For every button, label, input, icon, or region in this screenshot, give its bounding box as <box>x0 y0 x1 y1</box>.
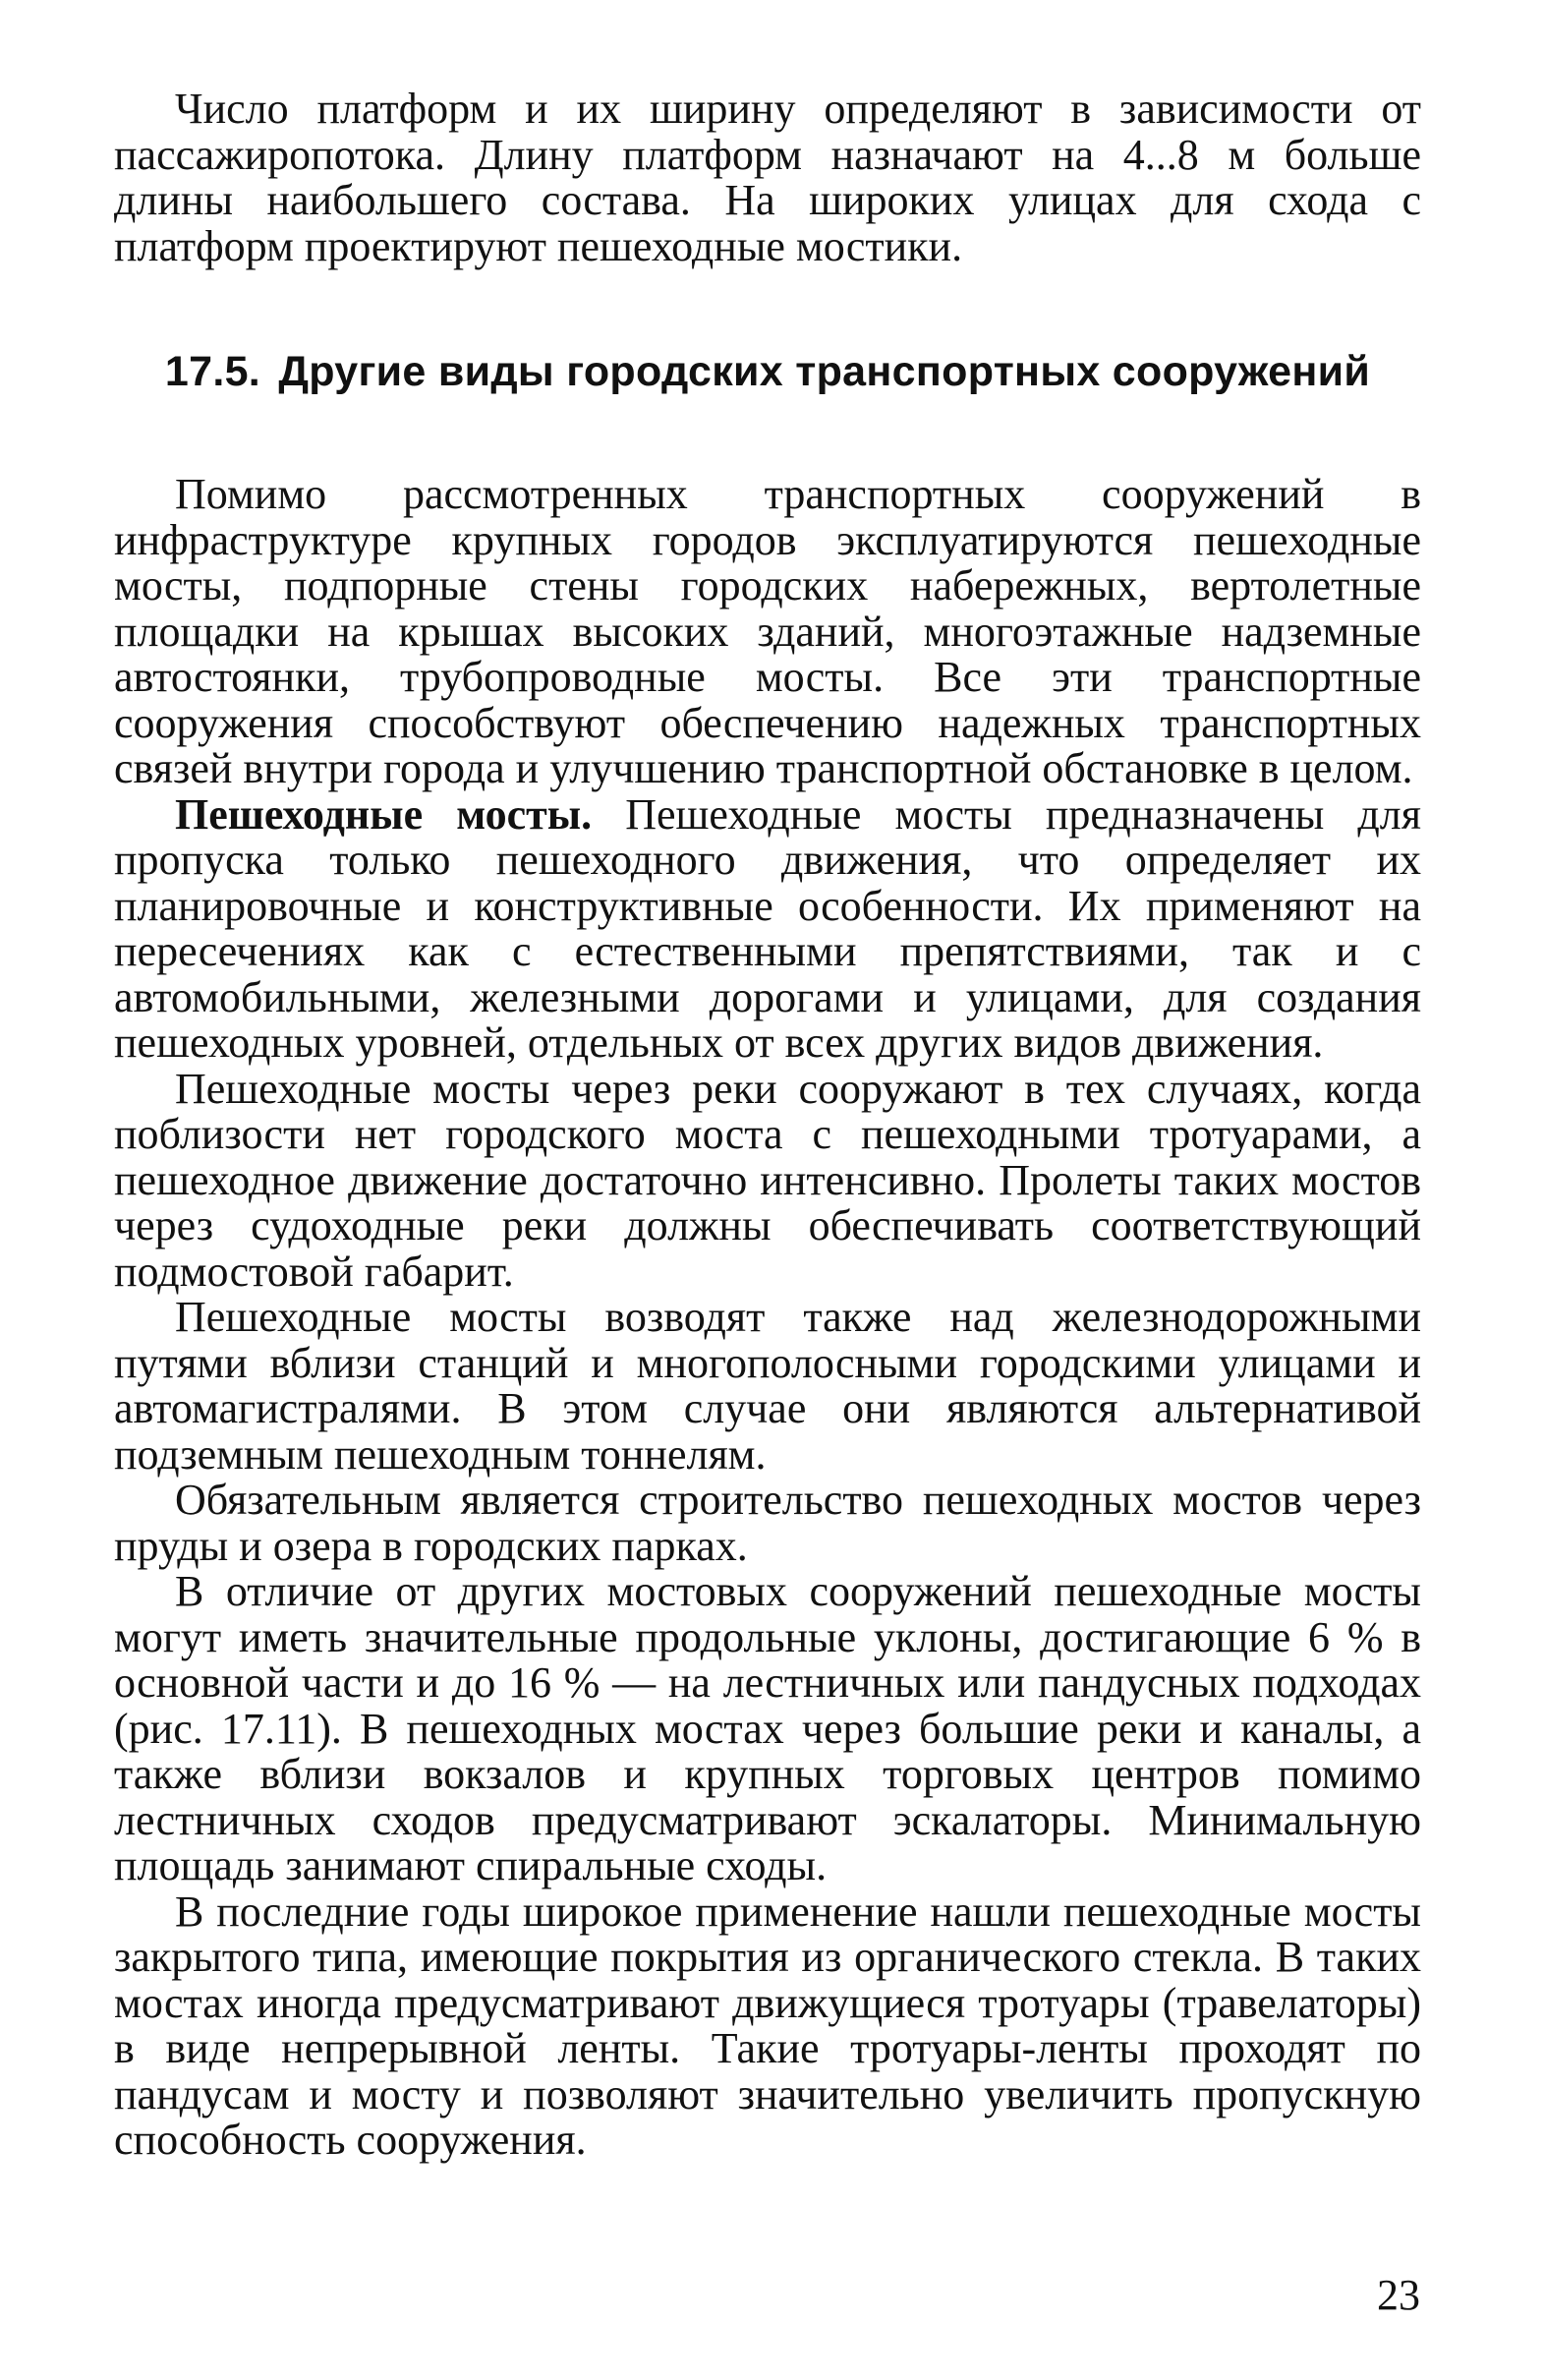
section-heading <box>114 346 1421 397</box>
paragraph-text: В отличие от других мостовых сооружений пешеходные мосты могут иметь значительные продольные уклоны, достигающие 6 % в основной части и до 16 % — на лестничных или пандусных подходах (рис. 17.11). В пешеходных мостах через большие реки и каналы, а также вблизи вокзалов и крупных торговых центров помимо лестничных сходов предусматривают эскалаторы. Минимальную площадь занимают спиральные сходы. <box>114 1567 1421 1889</box>
body-paragraph-2 <box>114 789 1421 1067</box>
paragraph-lead: Пешеходные мосты. <box>175 789 593 839</box>
body-paragraph-7 <box>114 1889 1421 2164</box>
body-paragraph-5 <box>114 1478 1421 1569</box>
body-paragraph-3 <box>114 1064 1421 1296</box>
body-paragraph-6 <box>114 1569 1421 1889</box>
paragraph-text: Пешеходные мосты через реки сооружают в тех случаях, когда поблизости нет городского моста с пешеходными тротуарами, а пешеходное движение достаточно интенсивно. Пролеты таких мостов через судоходные реки должны обеспечивать соответствующий подмостовой габарит. <box>114 1064 1421 1296</box>
intro-paragraph: Число платформ и их ширину определяют в зависимости от пассажиропотока. Длину платформ назначают на 4...8 м больше длины наибольшего состава. На широких улицах для схода с платформ проектируют пешеходные мостики. <box>114 85 1421 270</box>
page-content <box>114 87 1421 2164</box>
paragraph-text: Пешеходные мосты возводят также над железнодорожными путями вблизи станций и многополосными городскими улицами и автомагистралями. В этом случае они являются альтернативой подземным пешеходным тоннелям. <box>114 1293 1421 1479</box>
section-number: 17.5. <box>164 348 261 395</box>
paragraph-text: В последние годы широкое применение нашли пешеходные мосты закрытого типа, имеющие покрытия из органического стекла. В таких мостах иногда предусматривают движущиеся тротуары (травелаторы) в виде непрерывной ленты. Такие тротуары-ленты проходят по пандусам и мосту и позволяют значительно увеличить пропускную способность сооружения. <box>114 1887 1421 2164</box>
paragraph-text: Пешеходные мосты предназначены для пропуска только пешеходного движения, что определяет их планировочные и конструктивные особенности. Их применяют на пересечениях как с естественными препятствиями, так и с автомобильными, железными дорогами и улицами, для создания пешеходных уровней, отдельных от всех других видов движения. <box>114 789 1421 1067</box>
body-paragraph-4 <box>114 1295 1421 1478</box>
page-number: 23 <box>1377 2271 1420 2319</box>
paragraph-text: Помимо рассмотренных транспортных сооружений в инфраструктуре крупных городов эксплуатируются пешеходные мосты, подпорные стены городских набережных, вертолетные площадки на крышах высоких зданий, многоэтажные надземные автостоянки, трубопроводные мосты. Все эти транспортные сооружения способствуют обеспечению надежных транспортных связей внутри города и улучшению транспортной обстановке в целом. <box>114 470 1421 792</box>
section-title: Другие виды городских транспортных сооружений <box>278 348 1371 395</box>
body-paragraph-1 <box>114 472 1421 792</box>
paragraph-text: Обязательным является строительство пешеходных мостов через пруды и озера в городских парках. <box>114 1476 1421 1570</box>
